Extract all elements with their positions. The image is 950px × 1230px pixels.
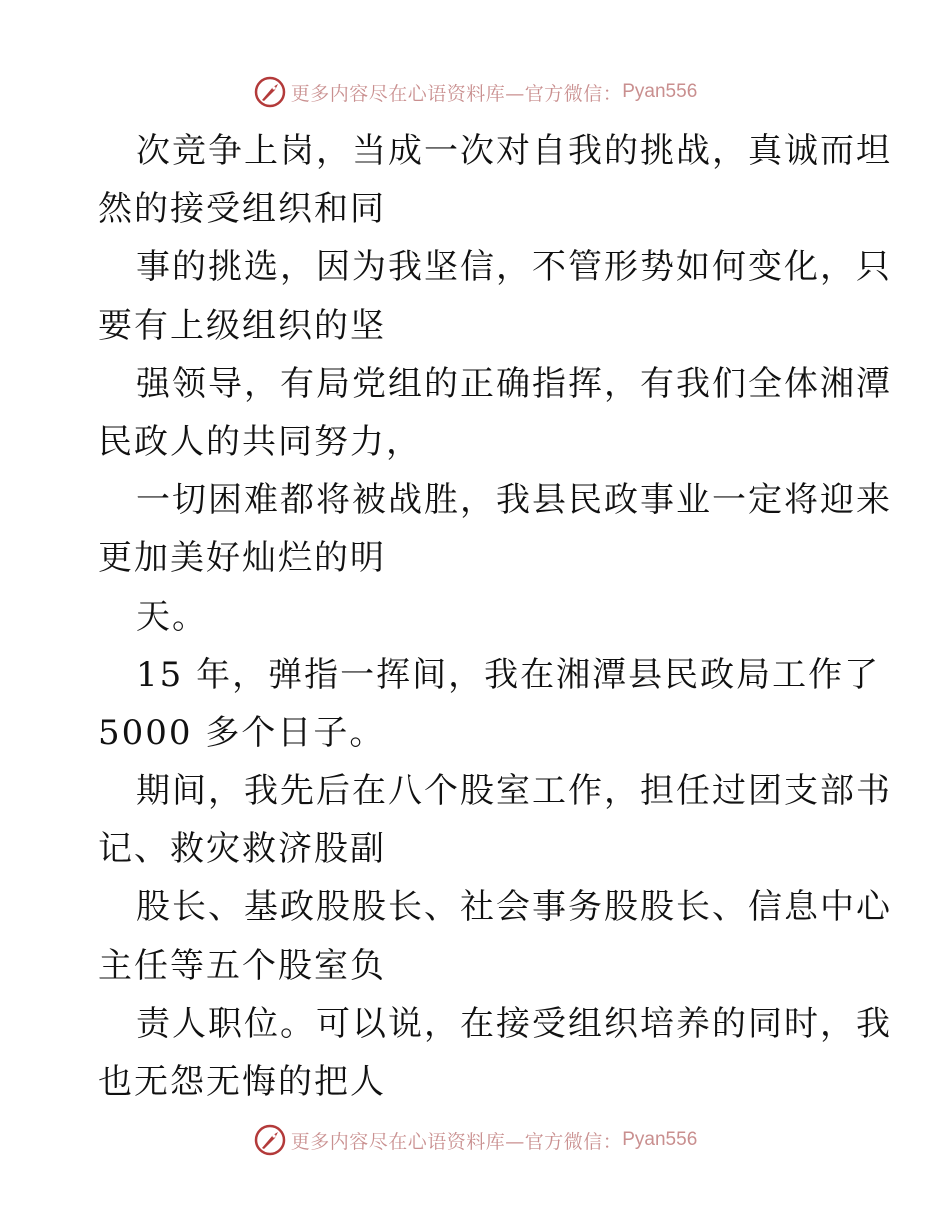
header-banner — [0, 72, 950, 112]
text-line: 15 年，弹指一挥间，我在湘潭县民政局工作了 — [136, 654, 881, 695]
text-line: 主任等五个股室负 — [98, 945, 386, 986]
text-line: 强领导，有局党组的正确指挥，有我们全体湘潭 — [136, 363, 892, 404]
text-line: 期间，我先后在八个股室工作，担任过团支部书 — [136, 771, 892, 812]
text-line: 责人职位。可以说，在接受组织培养的同时，我 — [136, 1003, 892, 1044]
document-body — [98, 122, 892, 1111]
text-line: 一切困难都将被战胜，我县民政事业一定将迎来 — [136, 480, 892, 521]
text-line: 股长、基政股股长、社会事务股股长、信息中心 — [136, 887, 892, 928]
text-line: 5000 多个日子。 — [98, 712, 386, 753]
wechat-id: Pyan556 — [622, 1129, 698, 1150]
pen-nib-logo-icon — [253, 1123, 287, 1157]
text-line: 事的挑选，因为我坚信，不管形势如何变化，只 — [136, 247, 892, 288]
wechat-id: Pyan556 — [622, 81, 698, 102]
banner-text: 更多内容尽在心语资料库—官方微信： — [290, 82, 623, 105]
footer-banner — [0, 1120, 950, 1160]
text-line: 更加美好灿烂的明 — [98, 538, 386, 579]
text-line: 次竞争上岗，当成一次对自我的挑战，真诚而坦 — [136, 131, 892, 171]
banner-text: 更多内容尽在心语资料库—官方微信： — [290, 1130, 623, 1153]
text-line: 然的接受组织和同 — [98, 189, 386, 230]
text-line: 天。 — [136, 596, 208, 637]
text-line: 记、救灾救济股副 — [98, 829, 386, 870]
text-line: 民政人的共同努力， — [98, 421, 422, 462]
text-line: 也无怨无悔的把人 — [98, 1062, 386, 1102]
text-line: 要有上级组织的坚 — [98, 305, 386, 346]
pen-nib-logo-icon — [253, 75, 287, 109]
